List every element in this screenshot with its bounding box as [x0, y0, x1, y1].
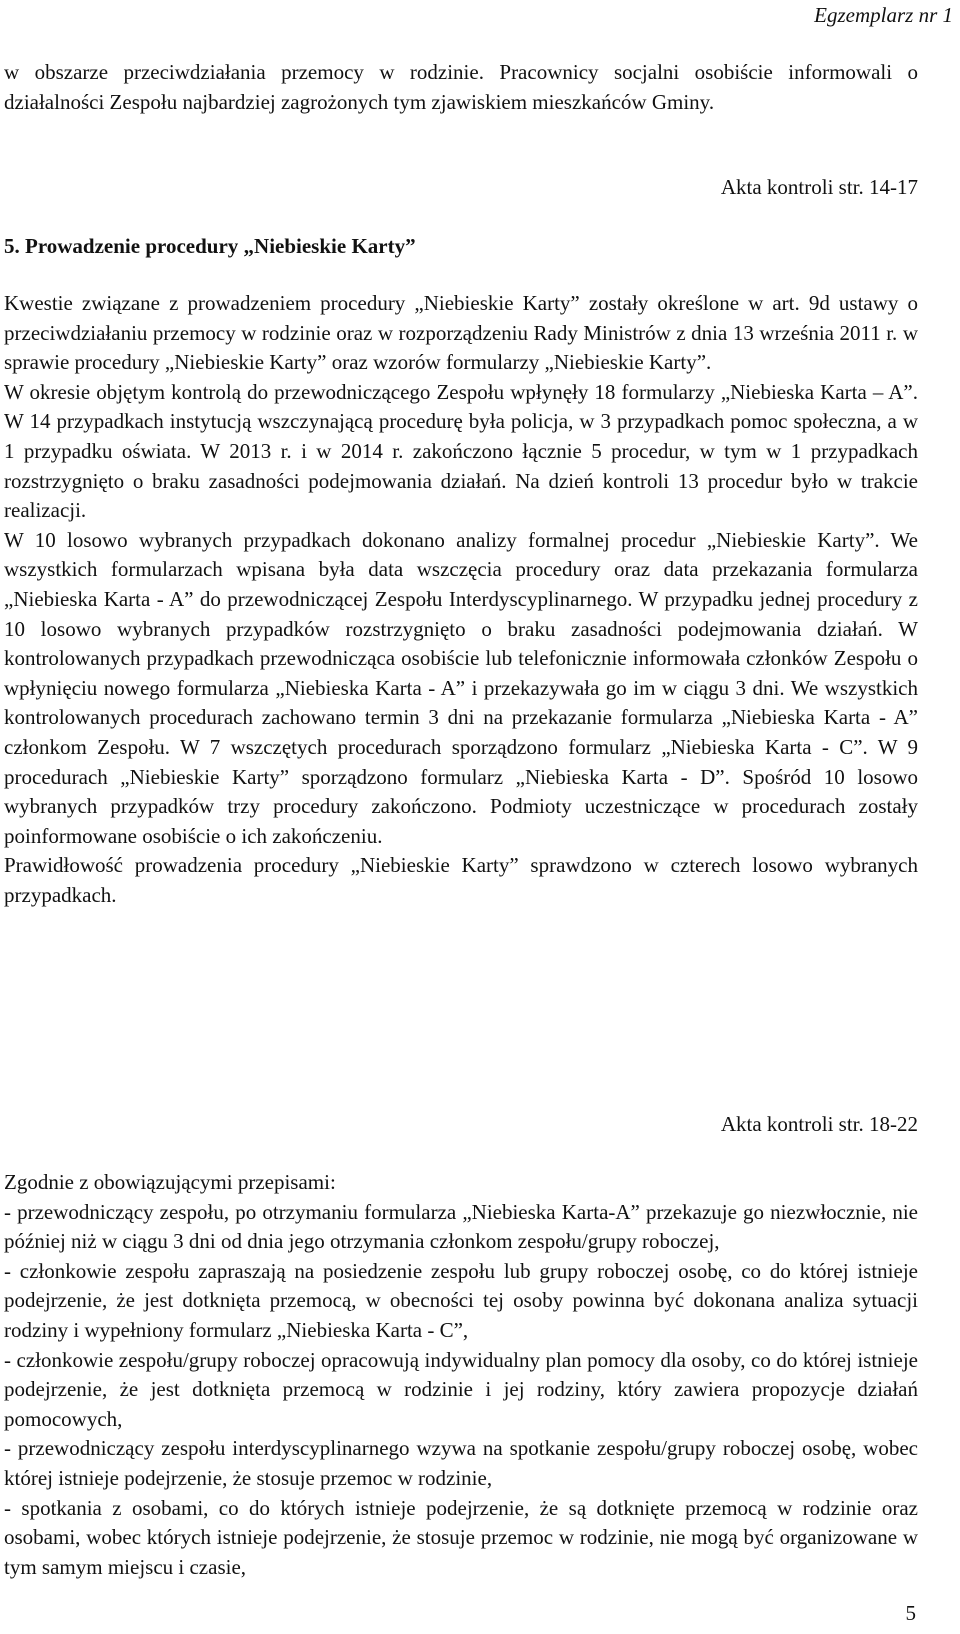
page-number: 5 [905, 1601, 916, 1625]
paragraph-forms-received: W okresie objętym kontrolą do przewodniczącego Zespołu wpłynęły 18 formularzy „Niebieska Karta – A”. W 14 przypadkach instytucją wszczynającą procedurę była policja, w 3 przypadkach pomoc społeczna, a w 1 przypadku oświata. W 2013 r. i w 2014 r. zakończono łącznie 5 procedur, w tym w 1 przypadkach rozstrzygnięto o braku zasadności podejmowania działań. Na dzień kontroli 13 procedur było w trakcie realizacji. [4, 379, 918, 523]
main-text-block [4, 289, 918, 910]
paragraph-correctness-check: Prawidłowość prowadzenia procedury „Niebieskie Karty” sprawdzono w czterech losowo wybranych przypadkach. [4, 853, 918, 907]
section-heading: 5. Prowadzenie procedury „Niebieskie Karty” [4, 234, 416, 258]
akta-reference-1: Akta kontroli str. 14-17 [720, 175, 918, 199]
paragraph-formal-analysis: W 10 losowo wybranych przypadkach dokonano analizy formalnej procedur „Niebieskie Karty”. We wszystkich formularzach wpisana była data wszczęcia procedury oraz data przekazania formularza „Niebieska Karta - A” do przewodniczącej Zespołu Interdyscyplinarnego. W przypadku jednej procedury z 10 losowo wybranych przypadków rozstrzygnięto o braku zasadności podejmowania działań. W kontrolowanych przypadkach przewodnicząca osobiście lub telefonicznie informowała członków Zespołu o wpłynięciu nowego formularza „Niebieska Karta - A” i przekazywała go im w ciągu 3 dni. We wszystkich kontrolowanych procedurach zachowano termin 3 dni na przekazanie formularza „Niebieska Karta - A” członkom Zespołu. W 7 wszczętych procedurach sporządzono formularz „Niebieska Karta - C”. W 9 procedurach „Niebieskie Karty” sporządzono formularz „Niebieska Karta - D”. Spośród 10 losowo wybranych przypadków trzy procedury zakończono. Podmioty uczestniczące w procedurach zostały poinformowane osobiście o ich zakończeniu. [4, 527, 918, 848]
intro-paragraph: w obszarze przeciwdziałania przemocy w rodzinie. Pracownicy socjalni osobiście informowali o działalności Zespołu najbardziej zagrożonych tym zjawiskiem mieszkańców Gminy. [4, 60, 918, 114]
copy-number-label: Egzemplarz nr 1 [814, 3, 953, 27]
regulation-item: - członkowie zespołu/grupy roboczej opracowują indywidualny plan pomocy dla osoby, co do której istnieje podejrzenie, że jest dotknięta przemocą w rodzinie i jej rodziny, który zawiera propozycje działań pomocowych, [4, 1347, 918, 1431]
akta-reference-2: Akta kontroli str. 18-22 [720, 1112, 918, 1136]
regulation-item: - przewodniczący zespołu, po otrzymaniu formularza „Niebieska Karta-A” przekazuje go niezwłocznie, nie później niż w ciągu 3 dni od dnia jego otrzymania członkom zespołu/grupy roboczej, [4, 1199, 918, 1254]
regulation-item: - przewodniczący zespołu interdyscyplinarnego wzywa na spotkanie zespołu/grupy roboczej osobę, wobec której istnieje podejrzenie, że stosuje przemoc w rodzinie, [4, 1436, 918, 1490]
regulations-block [4, 1168, 918, 1582]
regulations-intro: Zgodnie z obowiązującymi przepisami: [4, 1170, 336, 1194]
regulation-item: - członkowie zespołu zapraszają na posiedzenie zespołu lub grupy roboczej osobę, co do której istnieje podejrzenie, że jest dotknięta przemocą, w obecności tej osoby powinna być dokonana analiza sytuacji rodziny i wypełniony formularz „Niebieska Karta - C”, [4, 1258, 918, 1342]
intro-paragraph-block [4, 58, 918, 117]
regulation-item: - spotkania z osobami, co do których istnieje podejrzenie, że są dotknięte przemocą w rodzinie oraz osobami, wobec których istnieje podejrzenie, że stosuje przemoc w rodzinie, nie mogą być organizowane w tym samym miejscu i czasie, [4, 1495, 918, 1579]
paragraph-legal-basis: Kwestie związane z prowadzeniem procedury „Niebieskie Karty” zostały określone w art. 9d ustawy o przeciwdziałaniu przemocy w rodzinie oraz w rozporządzeniu Rady Ministrów z dnia 13 września 2011 r. w sprawie procedury „Niebieskie Karty” oraz wzorów formularzy „Niebieskie Karty”. [4, 291, 918, 375]
